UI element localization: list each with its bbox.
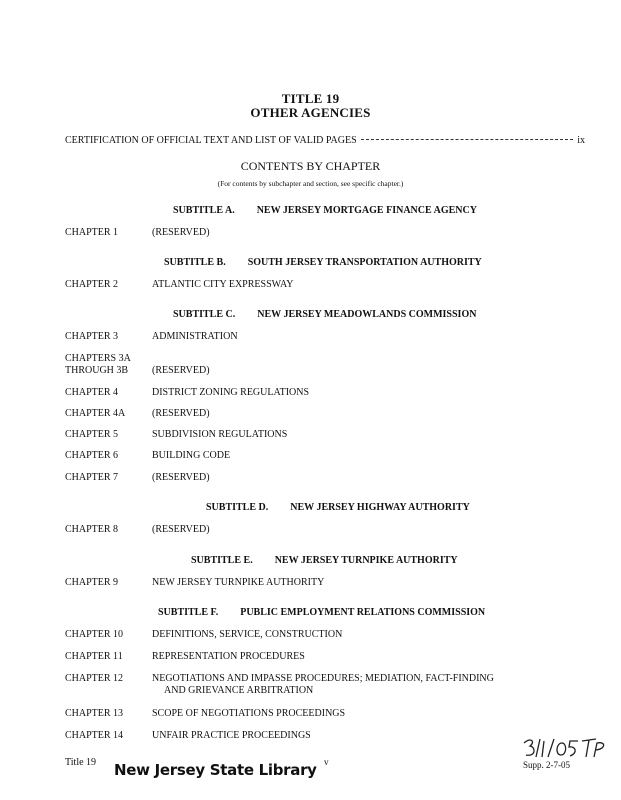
subtitle-d — [206, 502, 470, 513]
chapter-label: CHAPTER 10 — [65, 629, 124, 640]
subtitle-name: NEW JERSEY TURNPIKE AUTHORITY — [274, 555, 458, 566]
footer-title: Title 19 — [65, 757, 97, 768]
chapter-title-line2: AND GRIEVANCE ARBITRATION — [164, 685, 314, 696]
leader-dots — [361, 139, 574, 140]
chapter-title — [152, 673, 494, 697]
title-number: TITLE 19 — [281, 91, 340, 106]
subtitle-e — [191, 555, 458, 566]
chapter-title: DISTRICT ZONING REGULATIONS — [152, 387, 310, 398]
chapter-label: CHAPTER 13 — [65, 708, 124, 719]
chapter-title: (RESERVED) — [152, 227, 210, 238]
subtitle-label: SUBTITLE F. — [158, 607, 219, 618]
subtitle-name: SOUTH JERSEY TRANSPORTATION AUTHORITY — [247, 257, 482, 268]
chapter-label: CHAPTER 4A — [65, 408, 126, 419]
chapter-label-line2: THROUGH 3B — [65, 365, 129, 376]
chapter-title: (RESERVED) — [152, 365, 210, 376]
chapter-title: ADMINISTRATION — [152, 331, 238, 342]
chapter-label: CHAPTER 12 — [65, 673, 124, 684]
subtitle-name: NEW JERSEY HIGHWAY AUTHORITY — [290, 502, 470, 513]
subtitle-label: SUBTITLE C. — [173, 309, 236, 320]
chapter-title: UNFAIR PRACTICE PROCEEDINGS — [152, 730, 311, 741]
subtitle-a — [173, 205, 477, 216]
subtitle-label: SUBTITLE D. — [206, 502, 269, 513]
chapter-title: ATLANTIC CITY EXPRESSWAY — [152, 279, 294, 290]
subtitle-f — [158, 607, 485, 618]
subtitle-name: NEW JERSEY MORTGAGE FINANCE AGENCY — [256, 205, 477, 216]
chapter-title: REPRESENTATION PROCEDURES — [152, 651, 305, 662]
subtitle-c — [173, 309, 476, 320]
library-stamp: New Jersey State Library — [114, 761, 317, 779]
subtitle-label: SUBTITLE B. — [164, 257, 226, 268]
supplement-date: Supp. 2-7-05 — [523, 760, 570, 770]
chapter-label-line1: CHAPTERS 3A — [65, 353, 131, 364]
chapter-title: (RESERVED) — [152, 408, 210, 419]
chapter-title: DEFINITIONS, SERVICE, CONSTRUCTION — [152, 629, 343, 640]
page-number: v — [324, 757, 329, 767]
subtitle-b — [164, 257, 482, 268]
subtitle-label: SUBTITLE E. — [191, 555, 253, 566]
contents-heading: CONTENTS BY CHAPTER — [240, 159, 381, 173]
handwritten-signature — [520, 735, 610, 763]
chapter-label: CHAPTER 6 — [65, 450, 119, 461]
chapter-label: CHAPTER 3 — [65, 331, 119, 342]
chapter-title: BUILDING CODE — [152, 450, 231, 461]
chapter-label: CHAPTER 5 — [65, 429, 119, 440]
chapter-title: NEW JERSEY TURNPIKE AUTHORITY — [152, 577, 325, 588]
chapter-title-line1: NEGOTIATIONS AND IMPASSE PROCEDURES; MEDIATION, FACT-FINDING — [152, 673, 494, 684]
contents-note: (For contents by subchapter and section, see specific chapter.) — [217, 179, 404, 188]
chapter-label: CHAPTER 14 — [65, 730, 124, 741]
chapter-label: CHAPTER 8 — [65, 524, 119, 535]
subtitle-label: SUBTITLE A. — [173, 205, 235, 216]
chapter-label — [65, 353, 131, 377]
certification-label: CERTIFICATION OF OFFICIAL TEXT AND LIST OF VALID PAGES — [65, 135, 357, 146]
chapter-title: SUBDIVISION REGULATIONS — [152, 429, 288, 440]
chapter-label: CHAPTER 1 — [65, 227, 119, 238]
chapter-label: CHAPTER 4 — [65, 387, 119, 398]
title-name: OTHER AGENCIES — [250, 105, 371, 120]
subtitle-name: PUBLIC EMPLOYMENT RELATIONS COMMISSION — [240, 607, 486, 618]
chapter-label: CHAPTER 11 — [65, 651, 123, 662]
chapter-title: (RESERVED) — [152, 472, 210, 483]
chapter-label: CHAPTER 9 — [65, 577, 119, 588]
chapter-title: (RESERVED) — [152, 524, 210, 535]
chapter-label: CHAPTER 2 — [65, 279, 119, 290]
chapter-title: SCOPE OF NEGOTIATIONS PROCEEDINGS — [152, 708, 346, 719]
certification-page: ix — [577, 135, 585, 146]
certification-entry — [65, 135, 585, 146]
subtitle-name: NEW JERSEY MEADOWLANDS COMMISSION — [257, 309, 477, 320]
chapter-label: CHAPTER 7 — [65, 472, 119, 483]
